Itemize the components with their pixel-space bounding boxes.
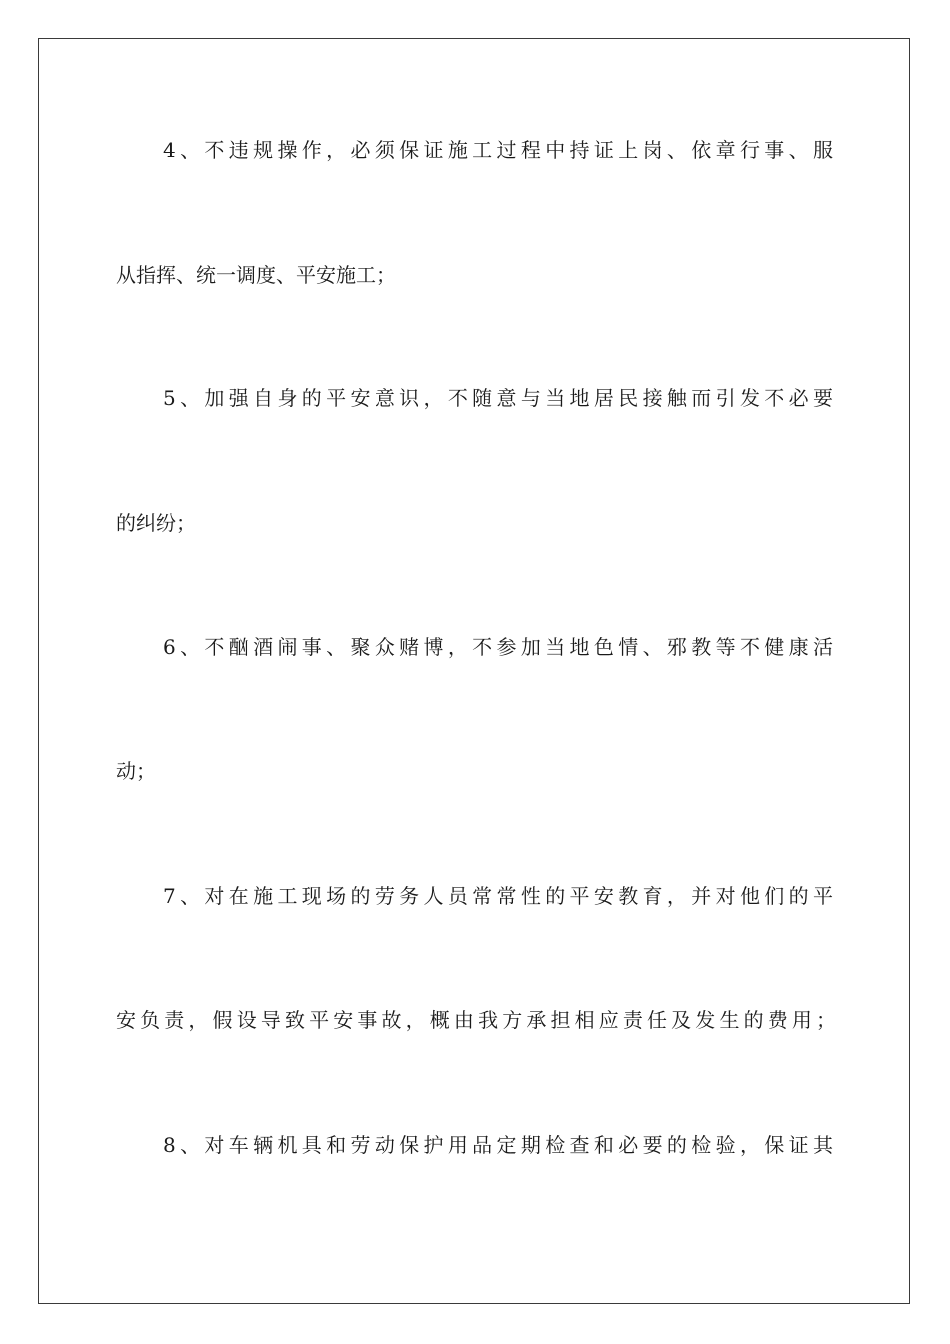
paragraph-8-line-1: 8、对车辆机具和劳动保护用品定期检查和必要的检验，保证其 — [163, 1133, 833, 1157]
page-frame — [38, 38, 910, 1304]
paragraph-5-line-2: 的纠纷； — [116, 511, 196, 535]
paragraph-7-line-1: 7、对在施工现场的劳务人员常常性的平安教育，并对他们的平 — [163, 884, 833, 908]
paragraph-4-line-1: 4、不违规操作，必须保证施工过程中持证上岗、依章行事、服 — [163, 138, 833, 162]
paragraph-6-line-1: 6、不酗酒闹事、聚众赌博，不参加当地色情、邪教等不健康活 — [163, 635, 833, 659]
paragraph-7-line-2: 安负责，假设导致平安事故，概由我方承担相应责任及发生的费用； — [116, 1008, 836, 1032]
paragraph-5-line-1: 5、加强自身的平安意识，不随意与当地居民接触而引发不必要 — [163, 386, 833, 410]
paragraph-4-line-2: 从指挥、统一调度、平安施工； — [116, 263, 396, 287]
paragraph-6-line-2: 动； — [116, 759, 156, 783]
